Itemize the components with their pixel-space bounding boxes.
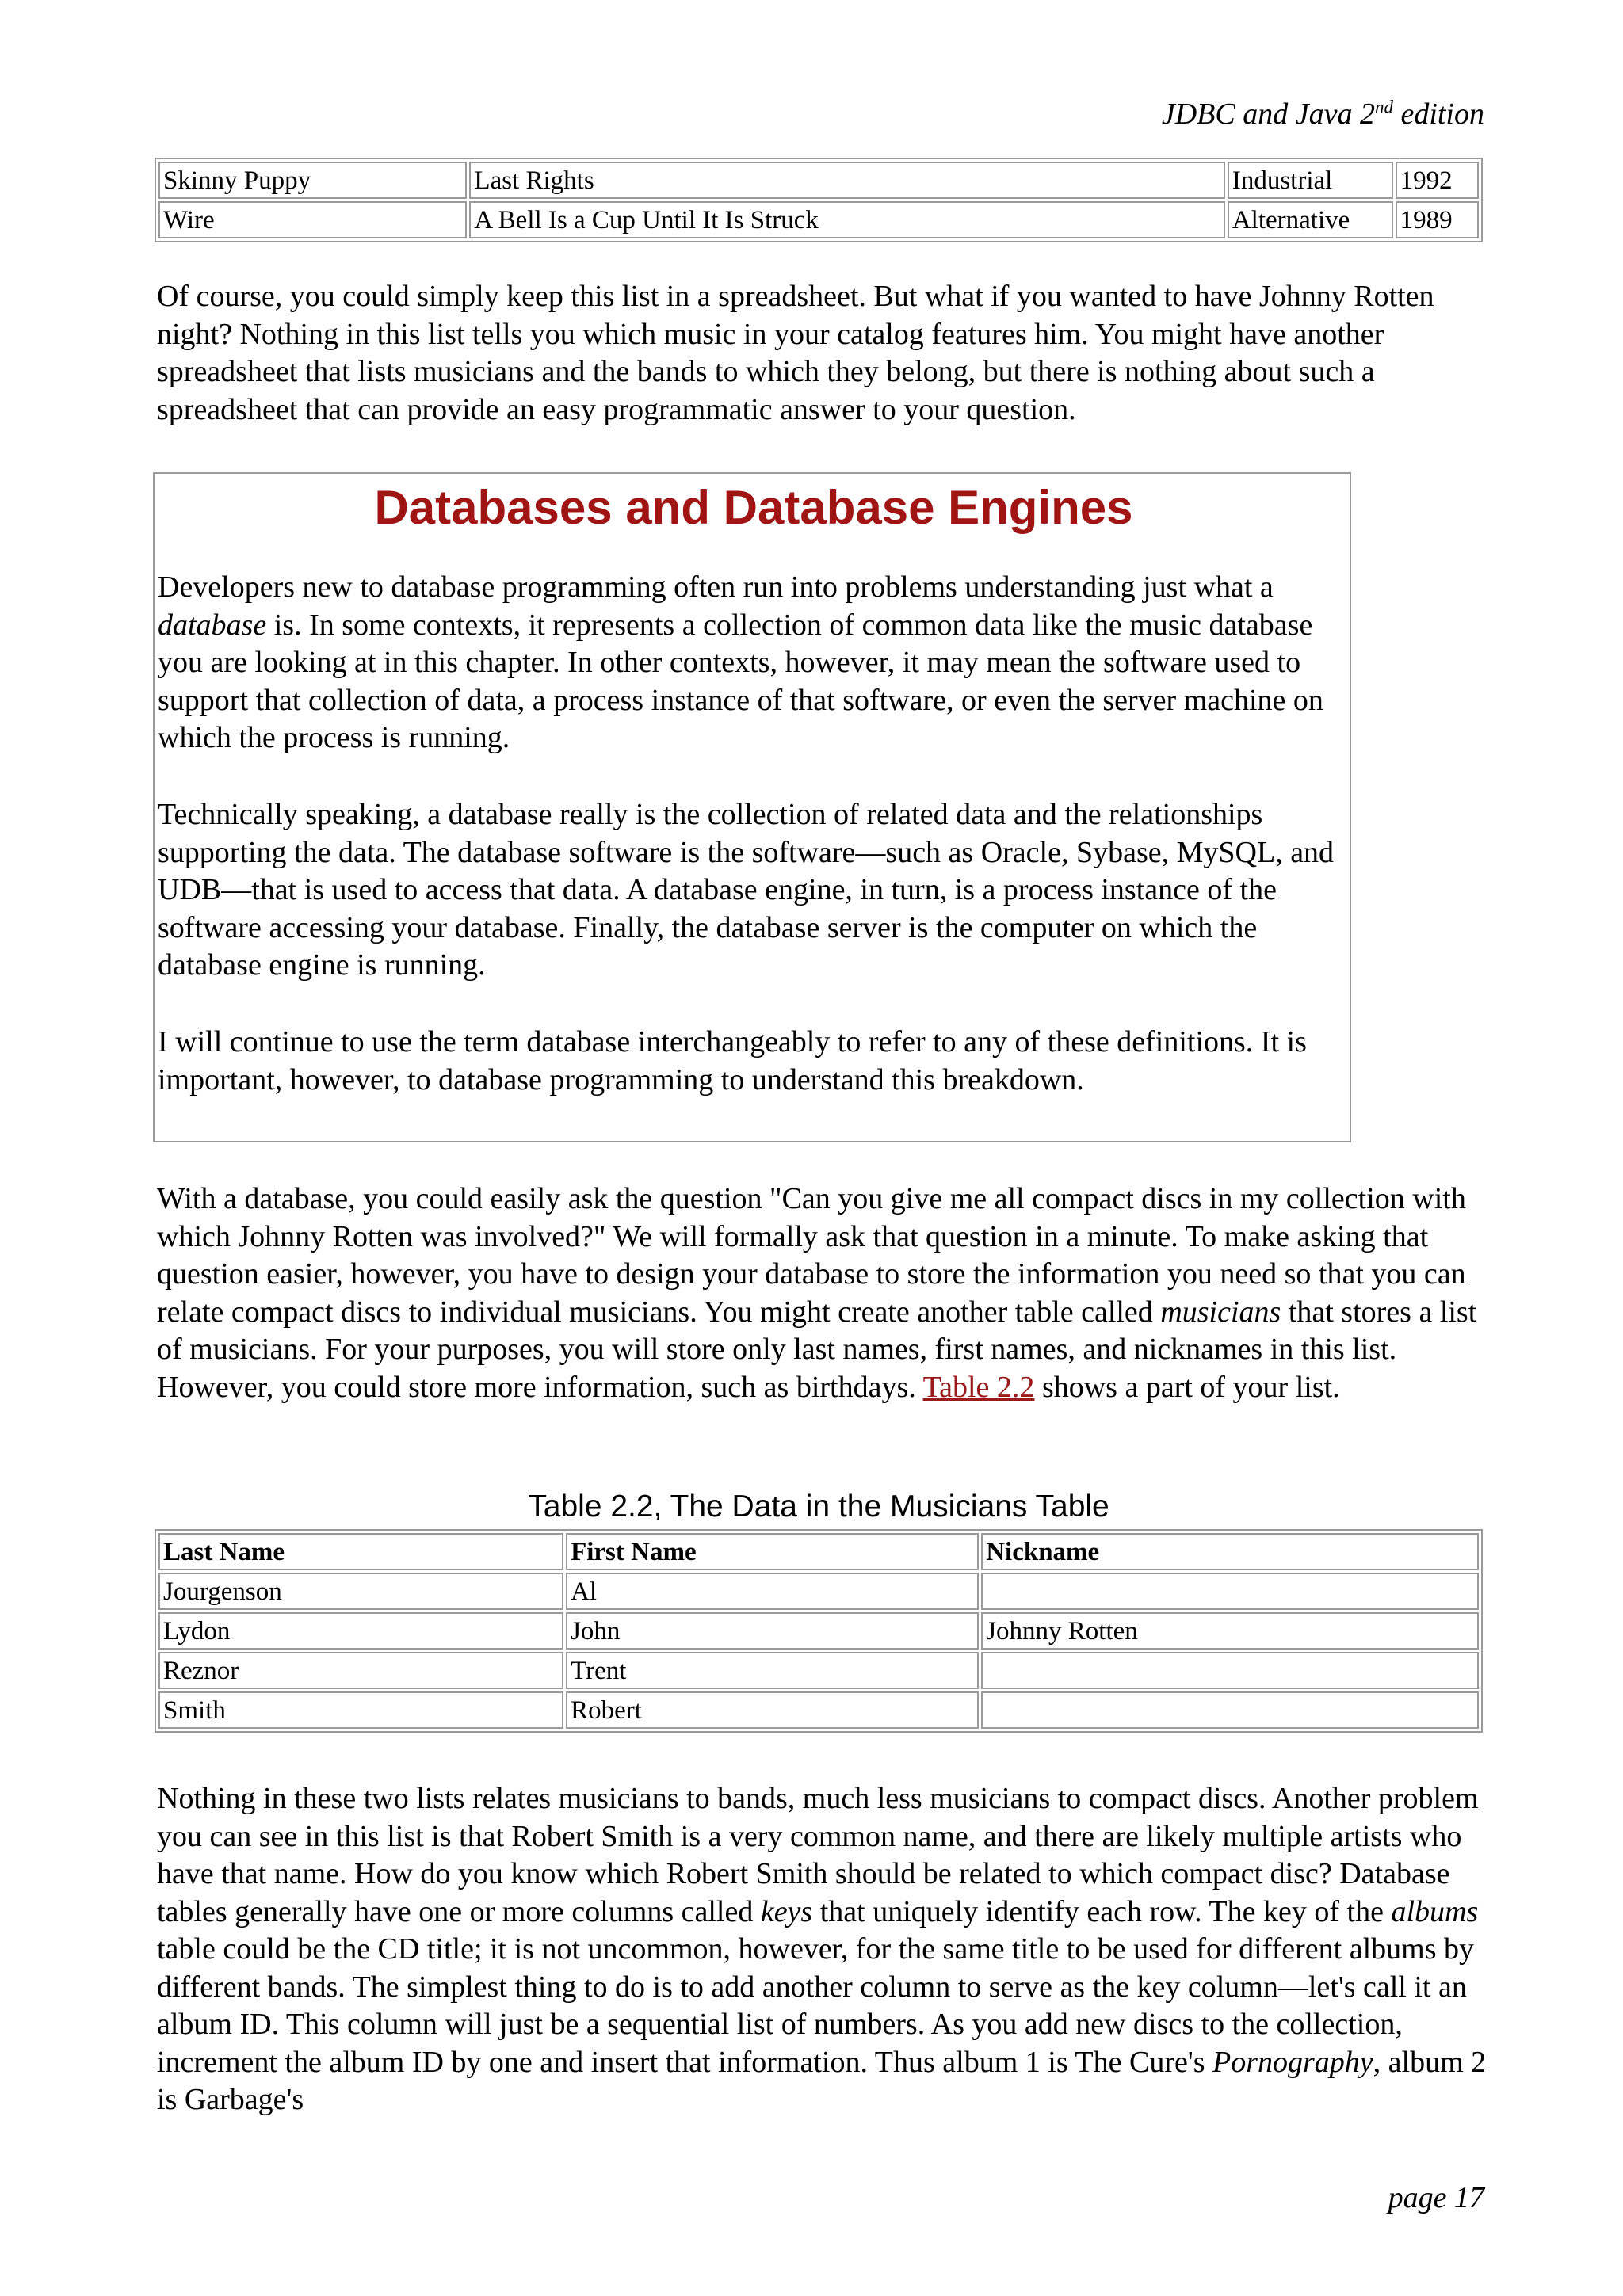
table-header-row bbox=[158, 1533, 1479, 1570]
table-cell: Robert bbox=[566, 1691, 979, 1729]
paragraph-text: that uniquely identify each row. The key of the bbox=[812, 1894, 1392, 1928]
body-paragraph-2 bbox=[157, 1180, 1496, 1406]
paragraph-text: that stores a list of musicians. For your purposes, you will store only last names, first names, and nicknames in this list. However, you could store more information, such as birthdays. bbox=[157, 1295, 1477, 1404]
intro-paragraph: Of course, you could simply keep this list in a spreadsheet. But what if you wanted to have Johnny Rotten night? Nothing in this list tells you which music in your catalog features him. You might have another spreadsheet that lists musicians and the bands to which they belong, but there is nothing about such a spreadsheet that can provide an easy programmatic answer to your question. bbox=[157, 280, 1434, 426]
header-edition: edition bbox=[1392, 97, 1484, 131]
paragraph-text: table could be the CD title; it is not uncommon, however, for the same title to be used for different albums by different bands. The simplest thing to do is to add another column to serve as the key column—let's call it an album ID. This column will just be a sequential list of numbers. As you add new discs to the collection, increment the album ID by one and insert that information. Thus album 1 is The Cure's bbox=[157, 1932, 1474, 2079]
musicians-table bbox=[155, 1529, 1483, 1733]
table-cell: Jourgenson bbox=[158, 1573, 563, 1610]
sidebar-box bbox=[153, 472, 1351, 1142]
table-cell: John bbox=[566, 1612, 979, 1650]
sidebar-paragraph-1 bbox=[158, 569, 1350, 757]
table-row bbox=[158, 1691, 1479, 1729]
table-cell: Last Rights bbox=[469, 162, 1224, 199]
running-header bbox=[1162, 97, 1484, 132]
table-cell: Lydon bbox=[158, 1612, 563, 1650]
sidebar-text: is. In some contexts, it represents a collection of common data like the music database you are looking at in this chapter. In other contexts, however, it may mean the software used to support that collection of data, a process instance of that software, or even the server machine on which the process is running. bbox=[158, 608, 1323, 754]
paragraph-text: With a database, you could easily ask the question "Can you give me all compact discs in my collection with which Johnny Rotten was involved?" We will formally ask that question in a minute. To make asking that question easier, however, you have to design your database to store the information you need so that you can relate compact discs to individual musicians. You might create another table called bbox=[157, 1182, 1466, 1329]
table-row bbox=[158, 201, 1479, 238]
column-header-first-name: First Name bbox=[566, 1533, 979, 1570]
sidebar-emphasis: database bbox=[158, 608, 267, 642]
column-header-last-name: Last Name bbox=[158, 1533, 563, 1570]
header-title: JDBC and Java 2 bbox=[1161, 97, 1375, 131]
table-cell: Al bbox=[566, 1573, 979, 1610]
paragraph-emphasis: musicians bbox=[1160, 1295, 1281, 1329]
table-cell: Industrial bbox=[1228, 162, 1393, 199]
column-header-nickname: Nickname bbox=[981, 1533, 1479, 1570]
page-number: page 17 bbox=[1388, 2181, 1484, 2214]
paragraph-emphasis: keys bbox=[760, 1894, 813, 1928]
table-cell bbox=[981, 1652, 1479, 1689]
header-superscript: nd bbox=[1374, 97, 1393, 117]
table-cell bbox=[981, 1691, 1479, 1729]
table-row bbox=[158, 1612, 1479, 1650]
table-row bbox=[158, 1573, 1479, 1610]
table-cell: 1989 bbox=[1396, 201, 1479, 238]
table-cell: Skinny Puppy bbox=[158, 162, 467, 199]
table-row bbox=[158, 1652, 1479, 1689]
paragraph-emphasis: albums bbox=[1391, 1894, 1479, 1928]
paragraph-emphasis: Pornography bbox=[1212, 2045, 1373, 2079]
table-cell: 1992 bbox=[1396, 162, 1479, 199]
paragraph-text: Nothing in these two lists relates musicians to bands, much less musicians to compact discs. Another problem you can see in this list is that Robert Smith is a very common name, and there are likely multiple artists who have that name. How do you know which Robert Smith should be related to which compact disc? Database tables generally have one or more columns called bbox=[157, 1782, 1479, 1928]
table-cell: Smith bbox=[158, 1691, 563, 1729]
sidebar-title: Databases and Database Engines bbox=[374, 481, 1133, 534]
table-row bbox=[158, 162, 1479, 199]
table-cell: A Bell Is a Cup Until It Is Struck bbox=[469, 201, 1224, 238]
table-cell: Alternative bbox=[1228, 201, 1393, 238]
paragraph-text: shows a part of your list. bbox=[1034, 1370, 1340, 1404]
table-cell: Wire bbox=[158, 201, 467, 238]
body-paragraph-3 bbox=[157, 1780, 1496, 2119]
table-2-2-link[interactable]: Table 2.2 bbox=[922, 1370, 1035, 1404]
sidebar-text: Developers new to database programming often run into problems understanding just what a bbox=[158, 570, 1274, 604]
table-cell bbox=[981, 1573, 1479, 1610]
table-cell: Reznor bbox=[158, 1652, 563, 1689]
sidebar-paragraph-3: I will continue to use the term database interchangeably to refer to any of these definitions. It is important, however, to database programming to understand this breakdown. bbox=[158, 1025, 1307, 1097]
paragraph-text: , album 2 is Garbage's bbox=[157, 2045, 1487, 2116]
sidebar-paragraph-2: Technically speaking, a database really is the collection of related data and the relationships supporting the data. The database software is the software—such as Oracle, Sybase, MySQL, and UDB—that is used to access that data. A database engine, in turn, is a process instance of the software accessing your database. Finally, the database server is the computer on which the database engine is running. bbox=[158, 798, 1335, 982]
table-cell: Trent bbox=[566, 1652, 979, 1689]
table-cell: Johnny Rotten bbox=[981, 1612, 1479, 1650]
table-caption: Table 2.2, The Data in the Musicians Table bbox=[528, 1489, 1109, 1524]
albums-table bbox=[155, 158, 1483, 242]
